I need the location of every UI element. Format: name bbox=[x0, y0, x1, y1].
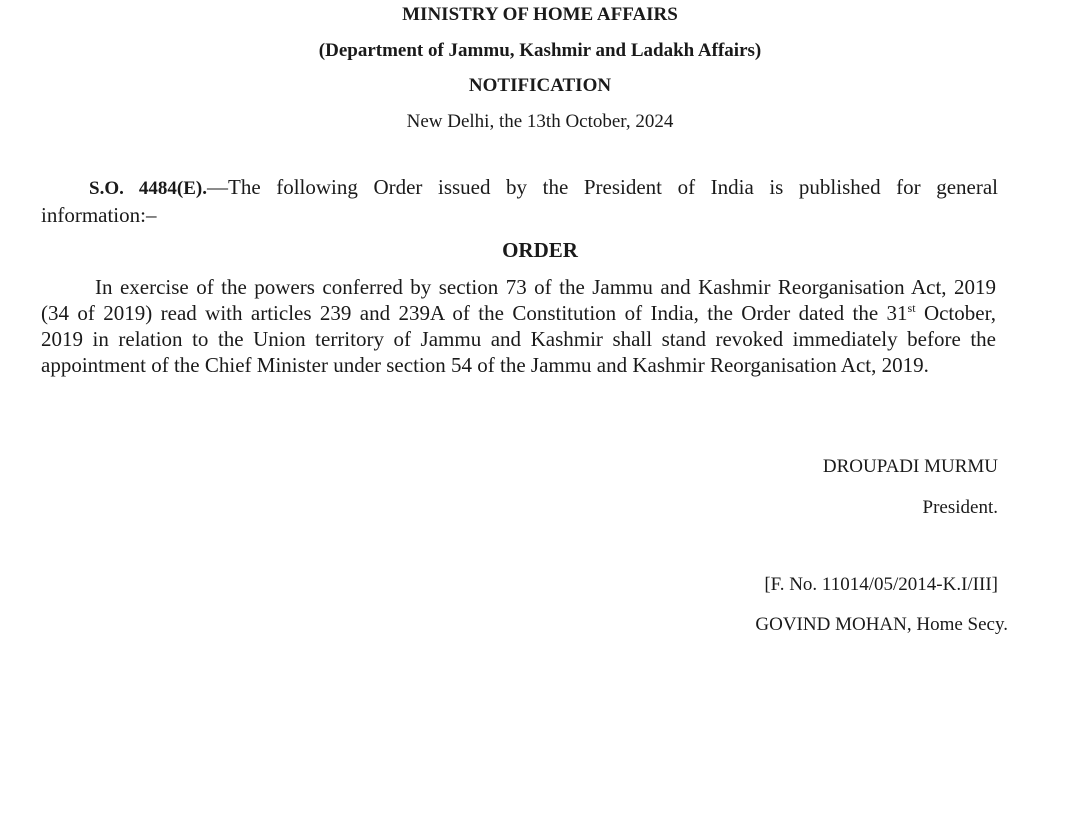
order-heading: ORDER bbox=[502, 238, 578, 262]
home-secretary-signature: GOVIND MOHAN, Home Secy. bbox=[755, 614, 1008, 635]
order-line-1: In exercise of the powers conferred by section 73 of the Jammu and Kashmir Reorganisation Act, 2019 bbox=[95, 275, 996, 299]
ministry-heading: MINISTRY OF HOME AFFAIRS bbox=[402, 4, 678, 25]
order-line-3: 2019 in relation to the Union territory of Jammu and Kashmir shall stand revoked immediately before the bbox=[41, 327, 996, 351]
order-line-2 bbox=[41, 300, 996, 326]
order-paragraph bbox=[41, 274, 996, 378]
intro-line-1-text: —The following Order issued by the President of India is published for general bbox=[207, 175, 998, 199]
order-line-4: appointment of the Chief Minister under section 54 of the Jammu and Kashmir Reorganisation Act, 2019. bbox=[41, 353, 929, 377]
ordinal-superscript: st bbox=[907, 301, 916, 315]
notification-heading: NOTIFICATION bbox=[468, 75, 612, 96]
intro-line-1 bbox=[41, 174, 998, 202]
intro-line-2: information:– bbox=[41, 203, 157, 227]
department-heading: (Department of Jammu, Kashmir and Ladakh Affairs) bbox=[318, 40, 762, 61]
signatory-title: President. bbox=[922, 497, 998, 518]
so-number: S.O. 4484(E). bbox=[89, 178, 207, 199]
signatory-name: DROUPADI MURMU bbox=[822, 456, 998, 477]
order-line-2-text: (34 of 2019) read with articles 239 and 239A of the Constitution of India, the Order dated the 31 bbox=[41, 301, 908, 325]
order-line-2-end: October, bbox=[915, 301, 996, 325]
file-number: [F. No. 11014/05/2014-K.I/III] bbox=[764, 574, 998, 595]
intro-paragraph bbox=[41, 174, 998, 228]
dateline: New Delhi, the 13th October, 2024 bbox=[406, 111, 674, 132]
